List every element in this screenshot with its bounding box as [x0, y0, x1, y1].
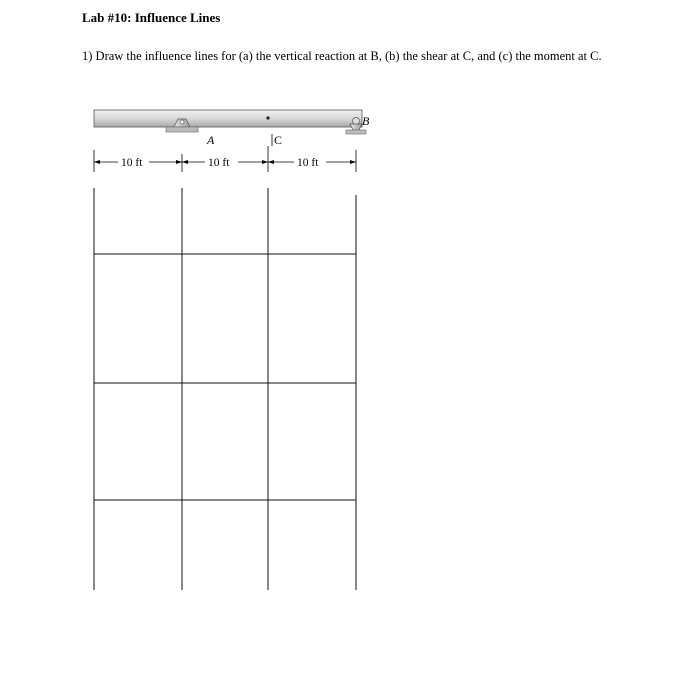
problem-statement: 1) Draw the influence lines for (a) the vertical reaction at B, (b) the shear at C, and (c) the moment at C.	[82, 49, 602, 63]
label-c: C	[274, 133, 283, 147]
drawing-grid	[94, 188, 356, 590]
dimension-2: 10 ft	[208, 157, 230, 169]
label-b: B	[362, 114, 370, 128]
label-a: A	[207, 133, 215, 147]
dimension-3: 10 ft	[297, 157, 319, 169]
dimension-1: 10 ft	[121, 157, 143, 169]
point-c-marker	[266, 116, 269, 119]
document-title: Lab #10: Influence Lines	[82, 10, 221, 25]
beam	[94, 110, 362, 127]
